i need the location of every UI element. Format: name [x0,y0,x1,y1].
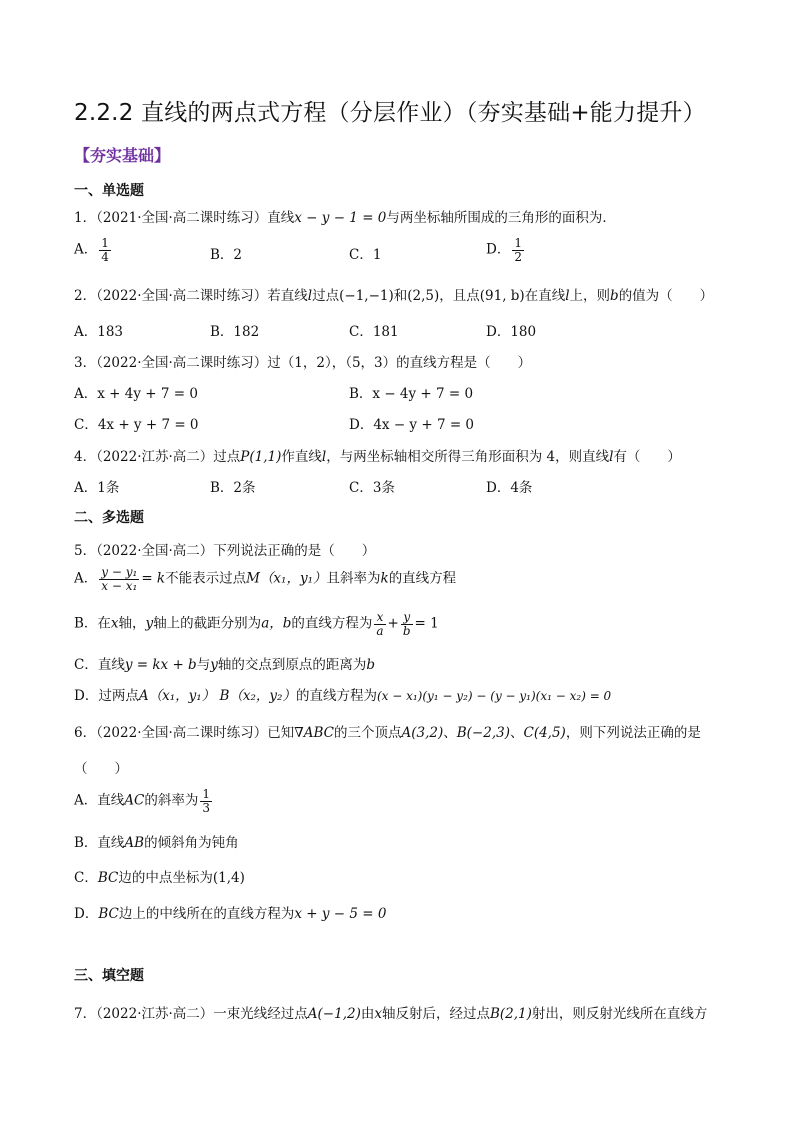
q6-option-a [74,788,214,814]
q2-stem-text: 的值为（ ） [618,288,714,304]
fraction-numerator: 1 [202,787,210,801]
fraction-denominator: 3 [202,800,210,815]
fraction-numerator: y − y₁ [101,565,138,579]
q1-option-c: C．1 [349,247,382,263]
q5-option-a-point: M（x₁，y₁） [246,570,327,587]
q6-option-a-text: A．直线 [74,792,125,809]
question-4-stem [74,445,681,465]
q4-option-b: B．2条 [210,480,256,496]
q4-stem-text: ，与两坐标轴相交所得三角形面积为 4，则直线 [326,449,610,465]
q2-option-d: D．180 [486,324,537,340]
q5-option-d [74,684,611,704]
q5-option-d-point-a: A（x₁，y₁） [138,688,216,704]
fraction-numerator: 1 [514,236,522,250]
q2-stem-text: 上，则 [569,288,611,304]
question-6-stem [74,721,701,741]
q1-option-a-label: A． [74,241,98,258]
q1-option-d-fraction [512,237,524,263]
q2-point-2: (2,5) [407,288,440,304]
fraction-denominator: a [376,623,384,638]
fraction-denominator: 4 [101,249,109,264]
q5-option-d-text: 的直线方程为 [295,688,377,704]
q6-triangle: ∇ABC [294,725,334,741]
q7-point-b: B(2,1) [489,1006,532,1022]
q5-option-a-label: A． [74,570,98,587]
q1-stem-text: 1．（2021·全国·高二课时练习）直线 [74,210,295,226]
q4-stem-text: 4．（2022·江苏·高二）过点 [74,449,241,465]
fraction-denominator: b [402,623,411,638]
q6-option-d-text: 边上的中线所在的直线方程为 [118,906,295,922]
q2-stem-text: 在直线 [524,288,566,304]
question-7-stem [74,1002,707,1022]
q5-option-b-fraction-1 [374,611,385,637]
q4-stem-text: 作直线 [281,449,322,465]
q5-option-a [74,566,456,592]
q4-point: P(1,1) [240,449,282,465]
q7-stem-text: 7．（2022·江苏·高二）一束光线经过点 [74,1006,308,1022]
q5-option-b-text: 轴上的截距分别为 [153,615,262,632]
question-1-stem [74,206,616,226]
q6-option-a-text: 的斜率为 [144,792,199,809]
q6-option-c-bc: BC [97,870,119,886]
q5-option-c-b: b [366,657,375,673]
section-tag: 【夯实基础】 [74,146,171,165]
q2-option-b: B．182 [210,324,260,340]
section-heading-single-choice: 一、单选题 [74,183,144,199]
q3-option-a: A．x + 4y + 7 = 0 [74,386,198,402]
q6-option-d-bc: BC [98,906,119,922]
question-5-stem: 5．（2022·全国·高二）下列说法正确的是（ ） [74,543,376,559]
q5-option-b-text: 轴， [118,615,146,632]
q2-stem-text: 2．（2022·全国·高二课时练习）若直线 [74,288,308,304]
fraction-denominator: 2 [514,249,522,264]
q1-option-b: B．2 [210,247,243,263]
question-3-stem: 3．（2022·全国·高二课时练习）过（1，2），（5，3）的直线方程是（ ） [74,355,532,371]
q5-option-c [74,653,375,673]
q6-option-d-equation: x + y − 5 = 0 [294,906,387,922]
q2-option-c: C．181 [349,324,399,340]
q6-option-d [74,902,386,922]
q6-point-a: A(3,2) [401,725,444,741]
q5-option-b-equals: = 1 [414,615,439,632]
q4-option-c: C．3条 [349,480,395,496]
section-heading-fill-in: 三、填空题 [74,968,144,984]
section-heading-multiple-choice: 二、多选题 [74,510,144,526]
q2-variable-b: b [610,288,619,304]
q5-option-b-y: y [145,615,154,632]
q6-point-b: B(−2,3) [456,725,510,741]
q7-stem-text: 轴反射后，经过点 [381,1006,490,1022]
q5-option-c-equation: y = kx + b [124,657,197,673]
q5-option-a-k: k [380,570,389,587]
q5-option-d-point-b: B（x₂，y₂） [219,688,296,704]
q3-option-c: C．4x + y + 7 = 0 [74,417,199,433]
q5-option-b-ab: a，b [261,615,292,632]
q5-option-a-text: 且斜率为 [326,570,381,587]
q2-point-1: (−1,−1) [339,288,394,304]
q5-option-b [74,611,439,637]
q2-stem-text: 过点 [312,288,340,304]
q5-option-a-text: 的直线方程 [388,570,457,587]
q7-x-axis: x [374,1006,382,1022]
q2-stem-text: ，且点 [439,288,480,304]
q2-option-a: A．183 [74,324,124,340]
q2-line-symbol: l [565,288,570,304]
q6-option-b [74,831,239,851]
q5-option-b-plus: + [387,615,399,632]
q4-line-symbol: l [321,449,327,465]
q5-option-a-fraction [99,566,139,592]
q2-stem-text: 和 [393,288,408,304]
q6-option-a-fraction [200,788,212,814]
fraction-numerator: 1 [101,236,109,250]
q7-point-a: A(−1,2) [307,1006,361,1022]
q6-option-c-text: 边的中点坐标为 [118,870,213,886]
q5-option-c-text: C．直线 [74,657,125,673]
q2-line-symbol: l [307,288,313,304]
q6-option-b-text: B．直线 [74,835,125,851]
q1-option-a-fraction [99,237,111,263]
q3-option-d: D．4x − y + 7 = 0 [349,417,475,433]
q3-option-b: B．x − 4y + 7 = 0 [349,386,474,402]
q7-stem-text: 射出，则反射光线所在直线方 [531,1006,708,1022]
page-title: 2.2.2 直线的两点式方程（分层作业）（夯实基础+能力提升） [74,100,706,126]
q4-option-a: A．1条 [74,480,120,496]
q6-stem-text: 的三个顶点 [333,725,402,741]
q5-option-b-x: x [110,615,119,632]
question-2-stem [74,284,713,304]
q6-option-b-ab: AB [124,835,145,851]
q1-option-a [74,237,113,263]
q6-separator: 、 [509,725,524,741]
q2-point-3: (91, b) [479,288,525,304]
q6-option-c-text: C． [74,870,98,886]
q5-option-d-equation: (x − x₁)(y₁ − y₂) − (y − y₁)(x₁ − x₂) = 0 [376,689,612,703]
q4-stem-text: 有（ ） [613,449,681,465]
fraction-denominator: x − x₁ [101,578,138,593]
fraction-numerator: y [401,611,413,625]
q6-option-c [74,866,245,886]
q5-option-c-text: 与 [196,657,211,673]
q7-stem-text: 由 [360,1006,375,1022]
q6-point-c: C(4,5) [523,725,566,741]
q1-option-d [486,237,526,263]
q1-equation: x − y − 1 = 0 [294,210,387,226]
q6-option-a-ac: AC [124,792,145,809]
q5-option-b-text: B．在 [74,615,111,632]
q6-answer-paren: （ ） [74,761,128,777]
q5-option-c-y: y [210,657,218,673]
q5-option-a-text: 不能表示过点 [165,570,247,587]
q5-option-b-fraction-2 [401,611,413,637]
q5-option-c-text: 轴的交点到原点的距离为 [217,657,367,673]
q6-option-b-text: 的倾斜角为钝角 [144,835,239,851]
q5-option-b-text: 的直线方程为 [291,615,373,632]
q1-stem-text-2: 与两坐标轴所围成的三角形的面积为． [386,210,616,226]
q6-separator: 、 [443,725,457,741]
fraction-numerator: x [374,611,385,625]
q5-option-d-text: D．过两点 [74,688,139,704]
q6-stem-text: 6．（2022·全国·高二课时练习）已知 [74,725,295,741]
q4-option-d: D．4条 [486,480,533,496]
q1-option-d-label: D． [486,241,511,258]
q5-option-a-equals: = k [141,570,166,587]
q4-line-symbol: l [609,449,614,465]
q6-stem-text: ，则下列说法正确的是 [565,725,701,741]
q6-option-d-text: D． [74,906,99,922]
q6-option-c-point: (1,4) [212,870,245,886]
